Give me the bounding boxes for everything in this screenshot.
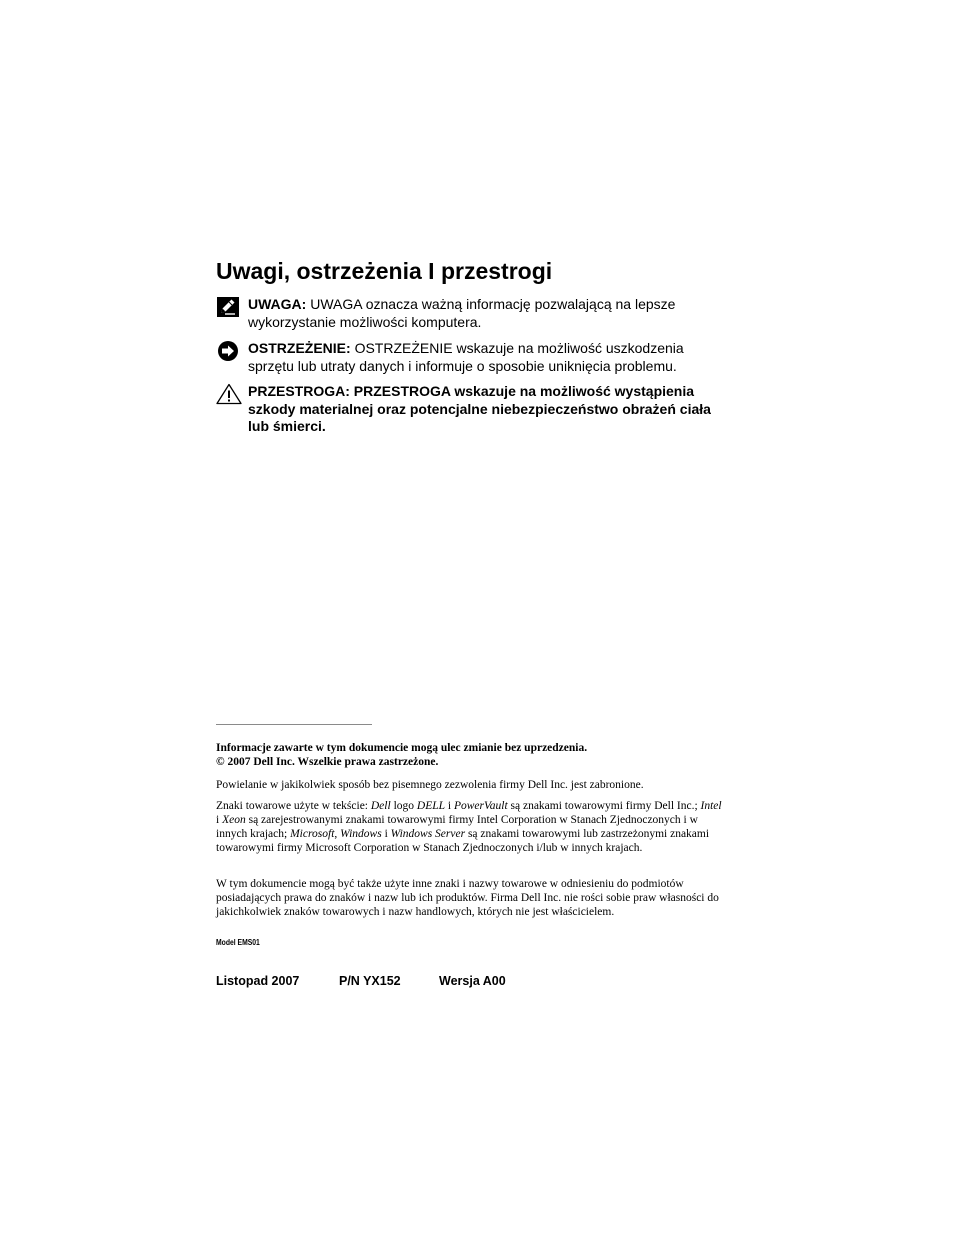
tm-intel: Intel: [700, 800, 722, 812]
footer-revision: Wersja A00: [439, 974, 506, 988]
divider: [216, 724, 372, 725]
tm-text: Znaki towarowe użyte w tekście:: [216, 800, 371, 812]
tm-powervault: PowerVault: [453, 800, 508, 812]
tm-text: i: [216, 814, 223, 826]
tm-text: i: [381, 828, 391, 840]
footer-date: Listopad 2007: [216, 974, 300, 988]
note-pencil-icon: [216, 296, 242, 320]
tm-text: logo: [390, 800, 417, 812]
page-title: Uwagi, ostrzeżenia I przestrogi: [216, 258, 553, 284]
tm-text: są zarejestrowanymi znakami towarowymi firmy Intel Corporation w Stanach Zjednoczonych i w innych krajach;: [216, 814, 698, 840]
tm-text: ,: [334, 828, 341, 840]
caution-label: PRZESTROGA:: [248, 383, 350, 399]
caution-text: PRZESTROGA wskazuje na możliwość wystąpienia szkody materialnej oraz potencjalne niebezpieczeństwo obrażeń ciała lub śmierci.: [248, 383, 711, 434]
tm-dell-logo: DELL: [416, 800, 446, 812]
warning-label: OSTRZEŻENIE:: [248, 340, 351, 356]
tm-windows: Windows: [340, 828, 382, 840]
notice-hand-icon: [216, 340, 242, 364]
legal-trademarks: [216, 799, 726, 855]
model-number: Model EMS01: [216, 938, 260, 947]
caution-block: [216, 383, 716, 436]
legal-reproduction-text: Powielanie w jakikolwiek sposób bez pisemnego zezwolenia firmy Dell Inc. jest zabronione.: [216, 779, 644, 791]
legal-copyright: © 2007 Dell Inc. Wszelkie prawa zastrzeżone.: [216, 756, 439, 768]
legal-notice: [216, 741, 726, 769]
warning-block: [216, 340, 716, 375]
note-block: [216, 296, 716, 331]
tm-text: i: [445, 800, 454, 812]
legal-info-line: Informacje zawarte w tym dokumencie mogą ulec zmianie bez uprzedzenia.: [216, 742, 588, 754]
footer-part-number: P/N YX152: [339, 974, 401, 988]
caution-triangle-icon: [216, 383, 242, 407]
legal-reproduction: [216, 778, 726, 792]
tm-text: są znakami towarowymi firmy Dell Inc.;: [507, 800, 701, 812]
tm-xeon: Xeon: [222, 814, 246, 826]
tm-windows-server: Windows Server: [390, 828, 466, 840]
tm-microsoft: Microsoft: [290, 828, 335, 840]
legal-other-marks-text: W tym dokumencie mogą być także użyte inne znaki i nazwy towarowe w odniesieniu do podmiotów posiadających prawa do znaków i nazw lub ich produktów. Firma Dell Inc. nie rości sobie praw własności do jakichkolwiek znaków towarowych i nazw handlowych, których nie jest właścicielem.: [216, 878, 719, 918]
warning-text: OSTRZEŻENIE wskazuje na możliwość uszkodzenia sprzętu lub utraty danych i informuje o sposobie uniknięcia problemu.: [248, 340, 684, 374]
tm-text: są znakami towarowymi lub zastrzeżonymi znakami towarowymi firmy Microsoft Corporation w Stanach Zjednoczonych i/lub w innych krajach.: [216, 828, 710, 854]
tm-dell: Dell: [370, 800, 391, 812]
note-label: UWAGA:: [248, 296, 307, 312]
note-text: UWAGA oznacza ważną informację pozwalającą na lepsze wykorzystanie możliwości komputera.: [248, 296, 676, 330]
legal-other-marks: [216, 877, 726, 919]
